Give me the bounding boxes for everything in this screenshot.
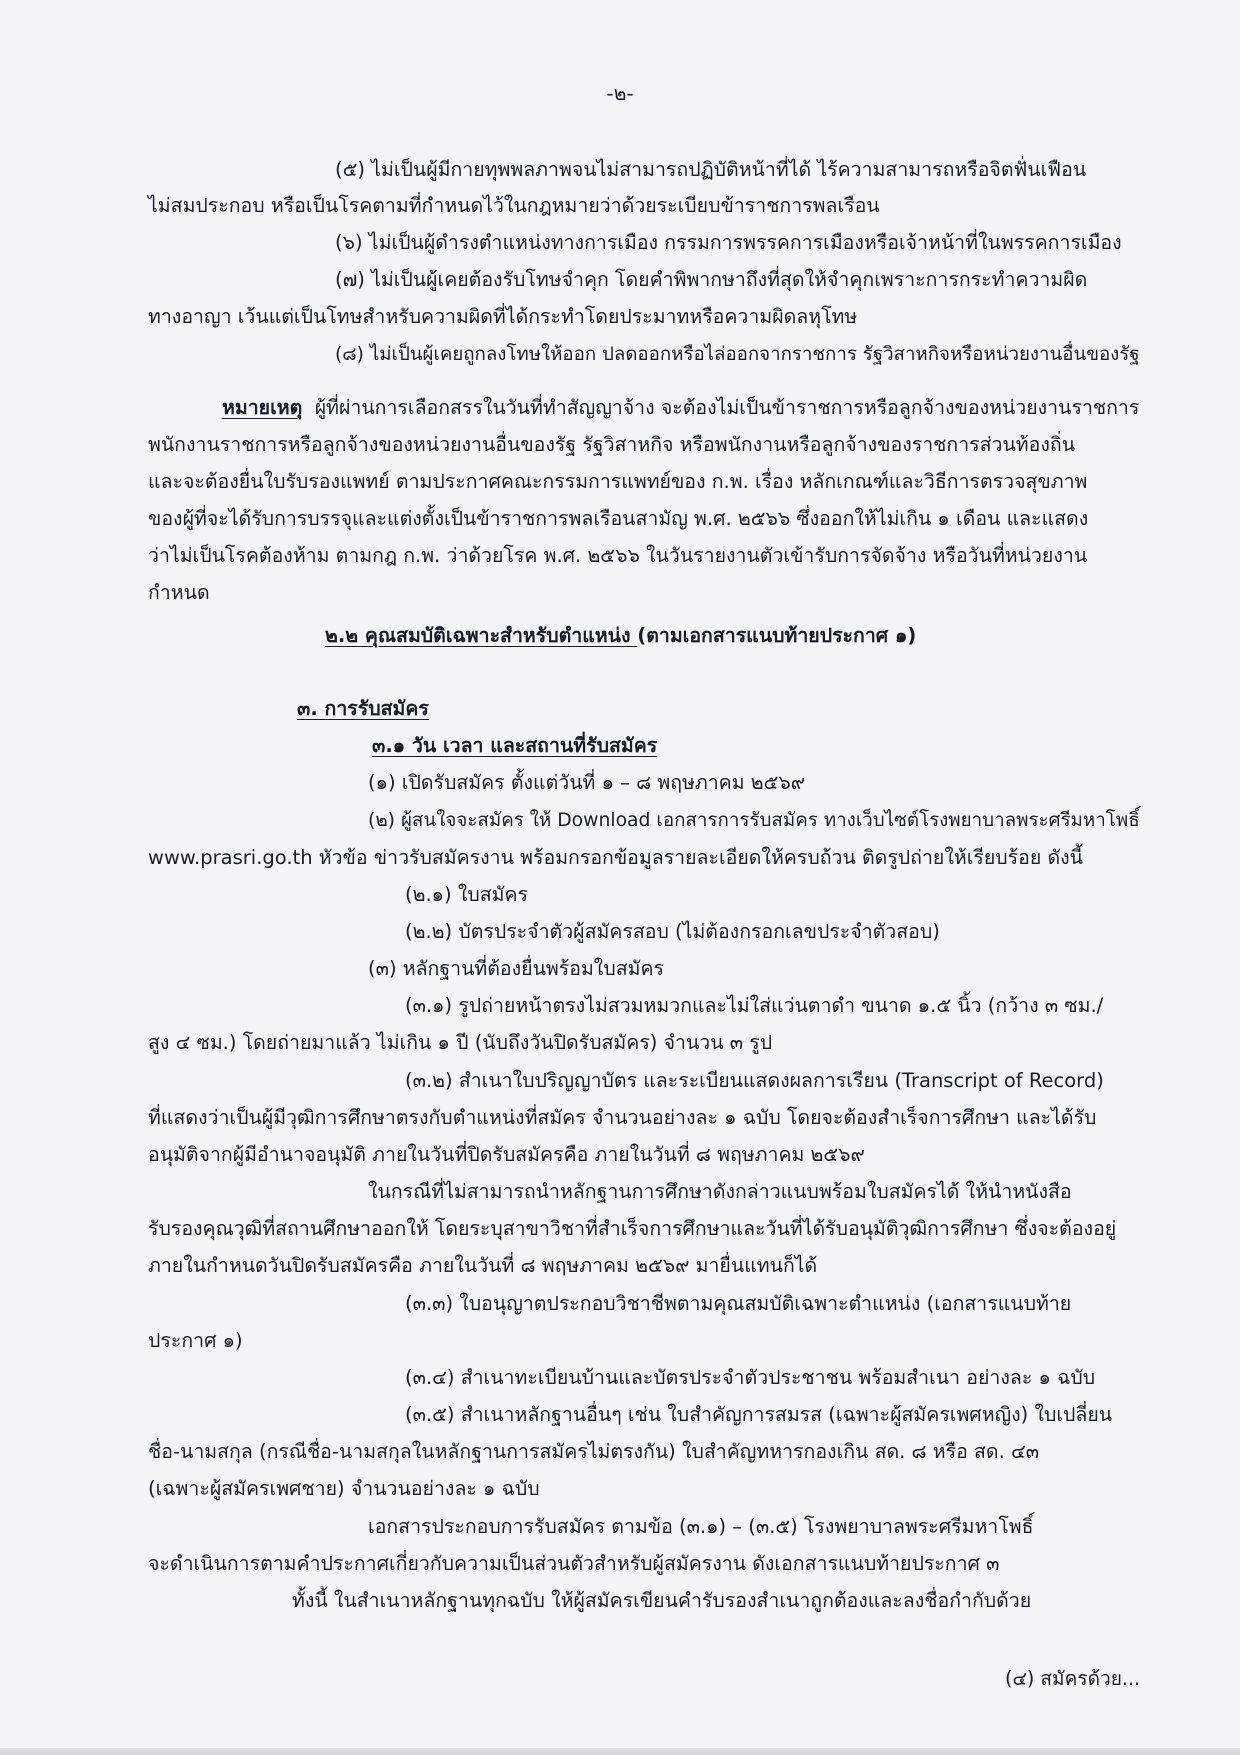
certify-line: ทั้งนี้ ในสำเนาหลักฐานทุกฉบับ ให้ผู้สมัครเขียนคำรับรองสำเนาถูกต้องและลงชื่อกำกับด้วย	[292, 1589, 1032, 1612]
item-3-1-2-line-2: www.prasri.go.th หัวข้อ ข่าวรับสมัครงาน พร้อมกรอกข้อมูลรายละเอียดให้ครบถ้วน ติดรูปถ่ายให้เรียบร้อย ดังนี้	[148, 846, 1083, 869]
item-3-4: (๓.๔) สำเนาทะเบียนบ้านและบัตรประจำตัวประชาชน พร้อมสำเนา อย่างละ ๑ ฉบับ	[405, 1366, 1096, 1389]
item-3-1-line-1: (๓.๑) รูปถ่ายหน้าตรงไม่สวมหมวกและไม่ใส่แว่นตาดำ ขนาด ๑.๕ นิ้ว (กว้าง ๓ ซม./	[405, 994, 1104, 1017]
note-line-6: กำหนด	[148, 581, 210, 604]
item-3-1-line-2: สูง ๔ ซม.) โดยถ่ายมาแล้ว ไม่เกิน ๑ ปี (นับถึงวันปิดรับสมัคร) จำนวน ๓ รูป	[148, 1031, 773, 1054]
item-5-line-1: (๕) ไม่เป็นผู้มีกายทุพพลภาพจนไม่สามารถปฏิบัติหน้าที่ได้ ไร้ความสามารถหรือจิตฟั่นเฟือน	[335, 158, 1087, 181]
item-3-5-line-1: (๓.๕) สำเนาหลักฐานอื่นๆ เช่น ใบสำคัญการสมรส (เฉพาะผู้สมัครเพศหญิง) ใบเปลี่ยน	[405, 1403, 1113, 1426]
case-line-3: ภายในกำหนดวันปิดรับสมัครคือ ภายในวันที่ ๘ พฤษภาคม ๒๕๖๙ มายื่นแทนก็ได้	[148, 1254, 818, 1277]
section-2-2-ref: (ตามเอกสารแนบท้ายประกาศ ๑)	[637, 624, 917, 647]
item-3-1-2-line-1: (๒) ผู้สนใจจะสมัคร ให้ Download เอกสารการรับสมัคร ทางเว็บไซต์โรงพยาบาลพระศรีมหาโพธิ์	[368, 810, 1140, 831]
section-3-title: ๓. การรับสมัคร	[297, 697, 429, 720]
item-3-2-line-3: อนุมัติจากผู้มีอำนาจอนุมัติ ภายในวันที่ปิดรับสมัครคือ ภายในวันที่ ๘ พฤษภาคม ๒๕๖๙	[148, 1143, 865, 1166]
item-7-line-1: (๗) ไม่เป็นผู้เคยต้องรับโทษจำคุก โดยคำพิพากษาถึงที่สุดให้จำคุกเพราะการกระทำความผิด	[335, 268, 1088, 291]
item-3-1-3: (๓) หลักฐานที่ต้องยื่นพร้อมใบสมัคร	[368, 957, 664, 980]
section-2-2-heading	[325, 621, 916, 651]
item-3-1-1: (๑) เปิดรับสมัคร ตั้งแต่วันที่ ๑ – ๘ พฤษภาคม ๒๕๖๙	[368, 771, 806, 794]
note-line-1	[222, 393, 1139, 423]
item-3-3-line-1: (๓.๓) ใบอนุญาตประกอบวิชาชีพตามคุณสมบัติเฉพาะตำแหน่ง (เอกสารแนบท้าย	[405, 1292, 1072, 1315]
note-line-2: พนักงานราชการหรือลูกจ้างของหน่วยงานอื่นของรัฐ รัฐวิสาหกิจ หรือพนักงานหรือลูกจ้างของราชการส่วนท้องถิ่น	[148, 433, 1076, 456]
note-label: หมายเหตุ	[222, 396, 303, 419]
item-6: (๖) ไม่เป็นผู้ดำรงตำแหน่งทางการเมือง กรรมการพรรคการเมืองหรือเจ้าหน้าที่ในพรรคการเมือง	[335, 231, 1122, 254]
note-line-5: ว่าไม่เป็นโรคต้องห้าม ตามกฎ ก.พ. ว่าด้วยโรค พ.ศ. ๒๕๖๖ ในวันรายงานตัวเข้ารับการจัดจ้าง หรือวันที่หน่วยงาน	[148, 544, 1088, 567]
item-3-2-line-1: (๓.๒) สำเนาใบปริญญาบัตร และระเบียนแสดงผลการเรียน (Transcript of Record)	[405, 1069, 1104, 1092]
continuation-marker: (๔) สมัครด้วย...	[1005, 1668, 1141, 1690]
item-3-5-line-3: (เฉพาะผู้สมัครเพศชาย) จำนวนอย่างละ ๑ ฉบับ	[148, 1477, 540, 1500]
documents-line-1: เอกสารประกอบการรับสมัคร ตามข้อ (๓.๑) – (๓.๕) โรงพยาบาลพระศรีมหาโพธิ์	[368, 1515, 1034, 1538]
section-3-1-title: ๓.๑ วัน เวลา และสถานที่รับสมัคร	[372, 734, 658, 757]
page-number: -๒-	[606, 82, 634, 105]
documents-line-2: จะดำเนินการตามคำประกาศเกี่ยวกับความเป็นส่วนตัวสำหรับผู้สมัครงาน ดังเอกสารแนบท้ายประกาศ ๓	[148, 1552, 1000, 1575]
note-text-1: ผู้ที่ผ่านการเลือกสรรในวันที่ทำสัญญาจ้าง จะต้องไม่เป็นข้าราชการหรือลูกจ้างของหน่วยงานราชการ	[314, 396, 1140, 419]
item-3-5-line-2: ชื่อ-นามสกุล (กรณีชื่อ-นามสกุลในหลักฐานการสมัครไม่ตรงกัน) ใบสำคัญทหารกองเกิน สด. ๘ หรือ สด. ๔๓	[148, 1440, 1040, 1463]
item-2-1: (๒.๑) ใบสมัคร	[405, 883, 529, 906]
item-5-line-2: ไม่สมประกอบ หรือเป็นโรคตามที่กำหนดไว้ในกฎหมายว่าด้วยระเบียบข้าราชการพลเรือน	[148, 194, 880, 217]
item-7-line-2: ทางอาญา เว้นแต่เป็นโทษสำหรับความผิดที่ได้กระทำโดยประมาทหรือความผิดลหุโทษ	[148, 305, 858, 328]
note-line-4: ของผู้ที่จะได้รับการบรรจุและแต่งตั้งเป็นข้าราชการพลเรือนสามัญ พ.ศ. ๒๕๖๖ ซึ่งออกให้ไม่เกิน ๑ เดือน และแสดง	[148, 507, 1089, 530]
section-2-2-title: ๒.๒ คุณสมบัติเฉพาะสำหรับตำแหน่ง	[325, 624, 638, 647]
case-line-1: ในกรณีที่ไม่สามารถนำหลักฐานการศึกษาดังกล่าวแนบพร้อมใบสมัครได้ ให้นำหนังสือ	[368, 1180, 1072, 1203]
note-line-3: และจะต้องยื่นใบรับรองแพทย์ ตามประกาศคณะกรรมการแพทย์ของ ก.พ. เรื่อง หลักเกณฑ์และวิธีการตรวจสุขภาพ	[148, 470, 1088, 493]
item-2-2: (๒.๒) บัตรประจำตัวผู้สมัครสอบ (ไม่ต้องกรอกเลขประจำตัวสอบ)	[405, 920, 940, 943]
item-3-3-line-2: ประกาศ ๑)	[148, 1329, 243, 1352]
item-3-2-line-2: ที่แสดงว่าเป็นผู้มีวุฒิการศึกษาตรงกับตำแหน่งที่สมัคร จำนวนอย่างละ ๑ ฉบับ โดยจะต้องสำเร็จการศึกษา และได้รับ	[148, 1106, 1097, 1129]
case-line-2: รับรองคุณวุฒิที่สถานศึกษาออกให้ โดยระบุสาขาวิชาที่สำเร็จการศึกษาและวันที่ได้รับอนุมัติวุฒิการศึกษา ซึ่งจะต้องอยู่	[148, 1217, 1117, 1240]
item-8: (๘) ไม่เป็นผู้เคยถูกลงโทษให้ออก ปลดออกหรือไล่ออกจากราชการ รัฐวิสาหกิจหรือหน่วยงานอื่นของรัฐ	[335, 344, 1140, 365]
page-bottom-edge	[0, 1748, 1240, 1755]
